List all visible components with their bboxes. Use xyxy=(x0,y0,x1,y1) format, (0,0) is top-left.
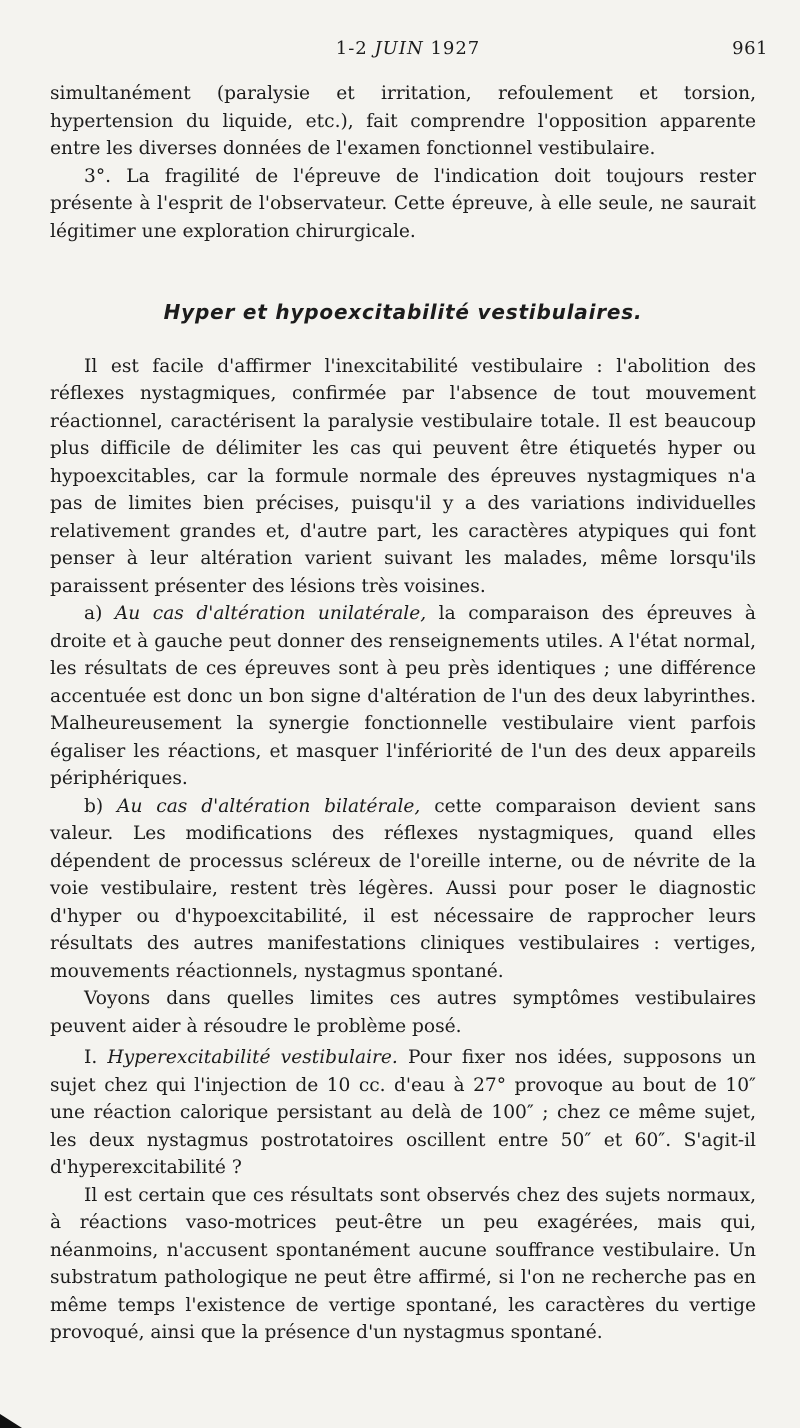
paragraph-b-italic: Au cas d'altération bilatérale, xyxy=(117,795,421,817)
paragraph-a-text: la comparaison des épreuves à droite et à gauche peut donner des renseignements utiles. A l'état normal, les résultats de ces épreuves sont à peu près identiques ; une différence accentuée est donc un bon signe d'altération de l'un des deux labyrinthes. Malheureusement la synergie fonctionnelle vestibulaire vient parfois égaliser les réactions, et masquer l'infériorité de l'un des deux appareils périphériques. xyxy=(50,603,756,789)
paragraph-I xyxy=(50,1044,756,1182)
section-heading: Hyper et hypoexcitabilité vestibulaires. xyxy=(163,300,643,324)
paragraph-I-italic: Hyperexcitabilité vestibulaire. xyxy=(107,1047,398,1068)
header-date-prefix: 1-2 xyxy=(335,38,375,59)
scan-corner-mark xyxy=(0,1414,22,1428)
paragraph-voyons: Voyons dans quelles limites ces autres symptômes vestibulaires peuvent aider à résoudre le problème posé. xyxy=(50,988,756,1037)
paragraph-a xyxy=(50,600,756,793)
paragraph-I-label: I. xyxy=(84,1047,108,1068)
paragraph-b xyxy=(50,793,756,986)
page-number: 961 xyxy=(732,38,768,59)
paragraph-I-text: Pour fixer nos idées, supposons un sujet chez qui l'injection de 10 cc. d'eau à 27° provoque au bout de 10″ une réaction calorique persistant au delà de 100″ ; chez ce même sujet, les deux nystagmus postrotatoires oscillent entre 50″ et 60″. S'agit-il d'hyperexcitabilité ? xyxy=(50,1047,756,1178)
running-header xyxy=(48,38,768,66)
paragraph-continuation: simultanément (paralysie et irritation, refoulement et torsion, hypertension du liquide, etc.), fait comprendre l'opposition apparente entre les diverses données de l'examen fonctionnel vestibulaire. xyxy=(50,83,756,159)
header-date xyxy=(48,38,768,59)
paragraph-last: Il est certain que ces résultats sont observés chez des sujets normaux, à réactions vaso-motrices peut-être un peu exagérées, mais qui, néanmoins, n'accusent spontanément aucune souffrance vestibulaire. Un substratum pathologique ne peut être affirmé, si l'on ne recherche pas en même temps l'existence de vertige spontané, les caractères du vertige provoqué, ainsi que la présence d'un nystagmus spontané. xyxy=(50,1184,756,1343)
paragraph-intro: Il est facile d'affirmer l'inexcitabilité vestibulaire : l'abolition des réflexes nystagmiques, confirmée par l'absence de tout mouvement réactionnel, caractérisent la paralysie vestibulaire totale. Il est beaucoup plus difficile de délimiter les cas qui peuvent être étiquetés hyper ou hypoexcitables, car la formule normale des épreuves nystagmiques n'a pas de limites bien précises, puisqu'il y a des variations individuelles relativement grandes et, d'autre part, les caractères atypiques qui font penser à leur altération varient suivant les malades, même lorsqu'ils paraissent présenter des lésions très voisines. xyxy=(50,355,756,597)
paragraph-a-italic: Au cas d'altération unilatérale, xyxy=(114,603,427,624)
paragraph-b-label: b) xyxy=(84,795,118,817)
header-date-year: 1927 xyxy=(423,38,481,59)
paragraph-point-3: 3°. La fragilité de l'épreuve de l'indication doit toujours rester présente à l'esprit de l'observateur. Cette épreuve, à elle seule, ne saurait légitimer une exploration chirurgicale. xyxy=(50,165,756,242)
paragraph-b-text: cette comparaison devient sans valeur. Les modifications des réflexes nystagmiques, quand elles dépendent de processus scléreux de l'oreille interne, ou de névrite de la voie vestibulaire, restent très légères. Aussi pour poser le diagnostic d'hyper ou d'hypoexcitabilité, il est nécessaire de rapprocher leurs résultats des autres manifestations cliniques vestibulaires : vertiges, mouvements réactionnels, nystagmus spontané. xyxy=(50,795,756,982)
page-body xyxy=(50,80,756,1347)
header-date-month: JUIN xyxy=(374,38,424,59)
paragraph-a-label: a) xyxy=(84,603,115,624)
